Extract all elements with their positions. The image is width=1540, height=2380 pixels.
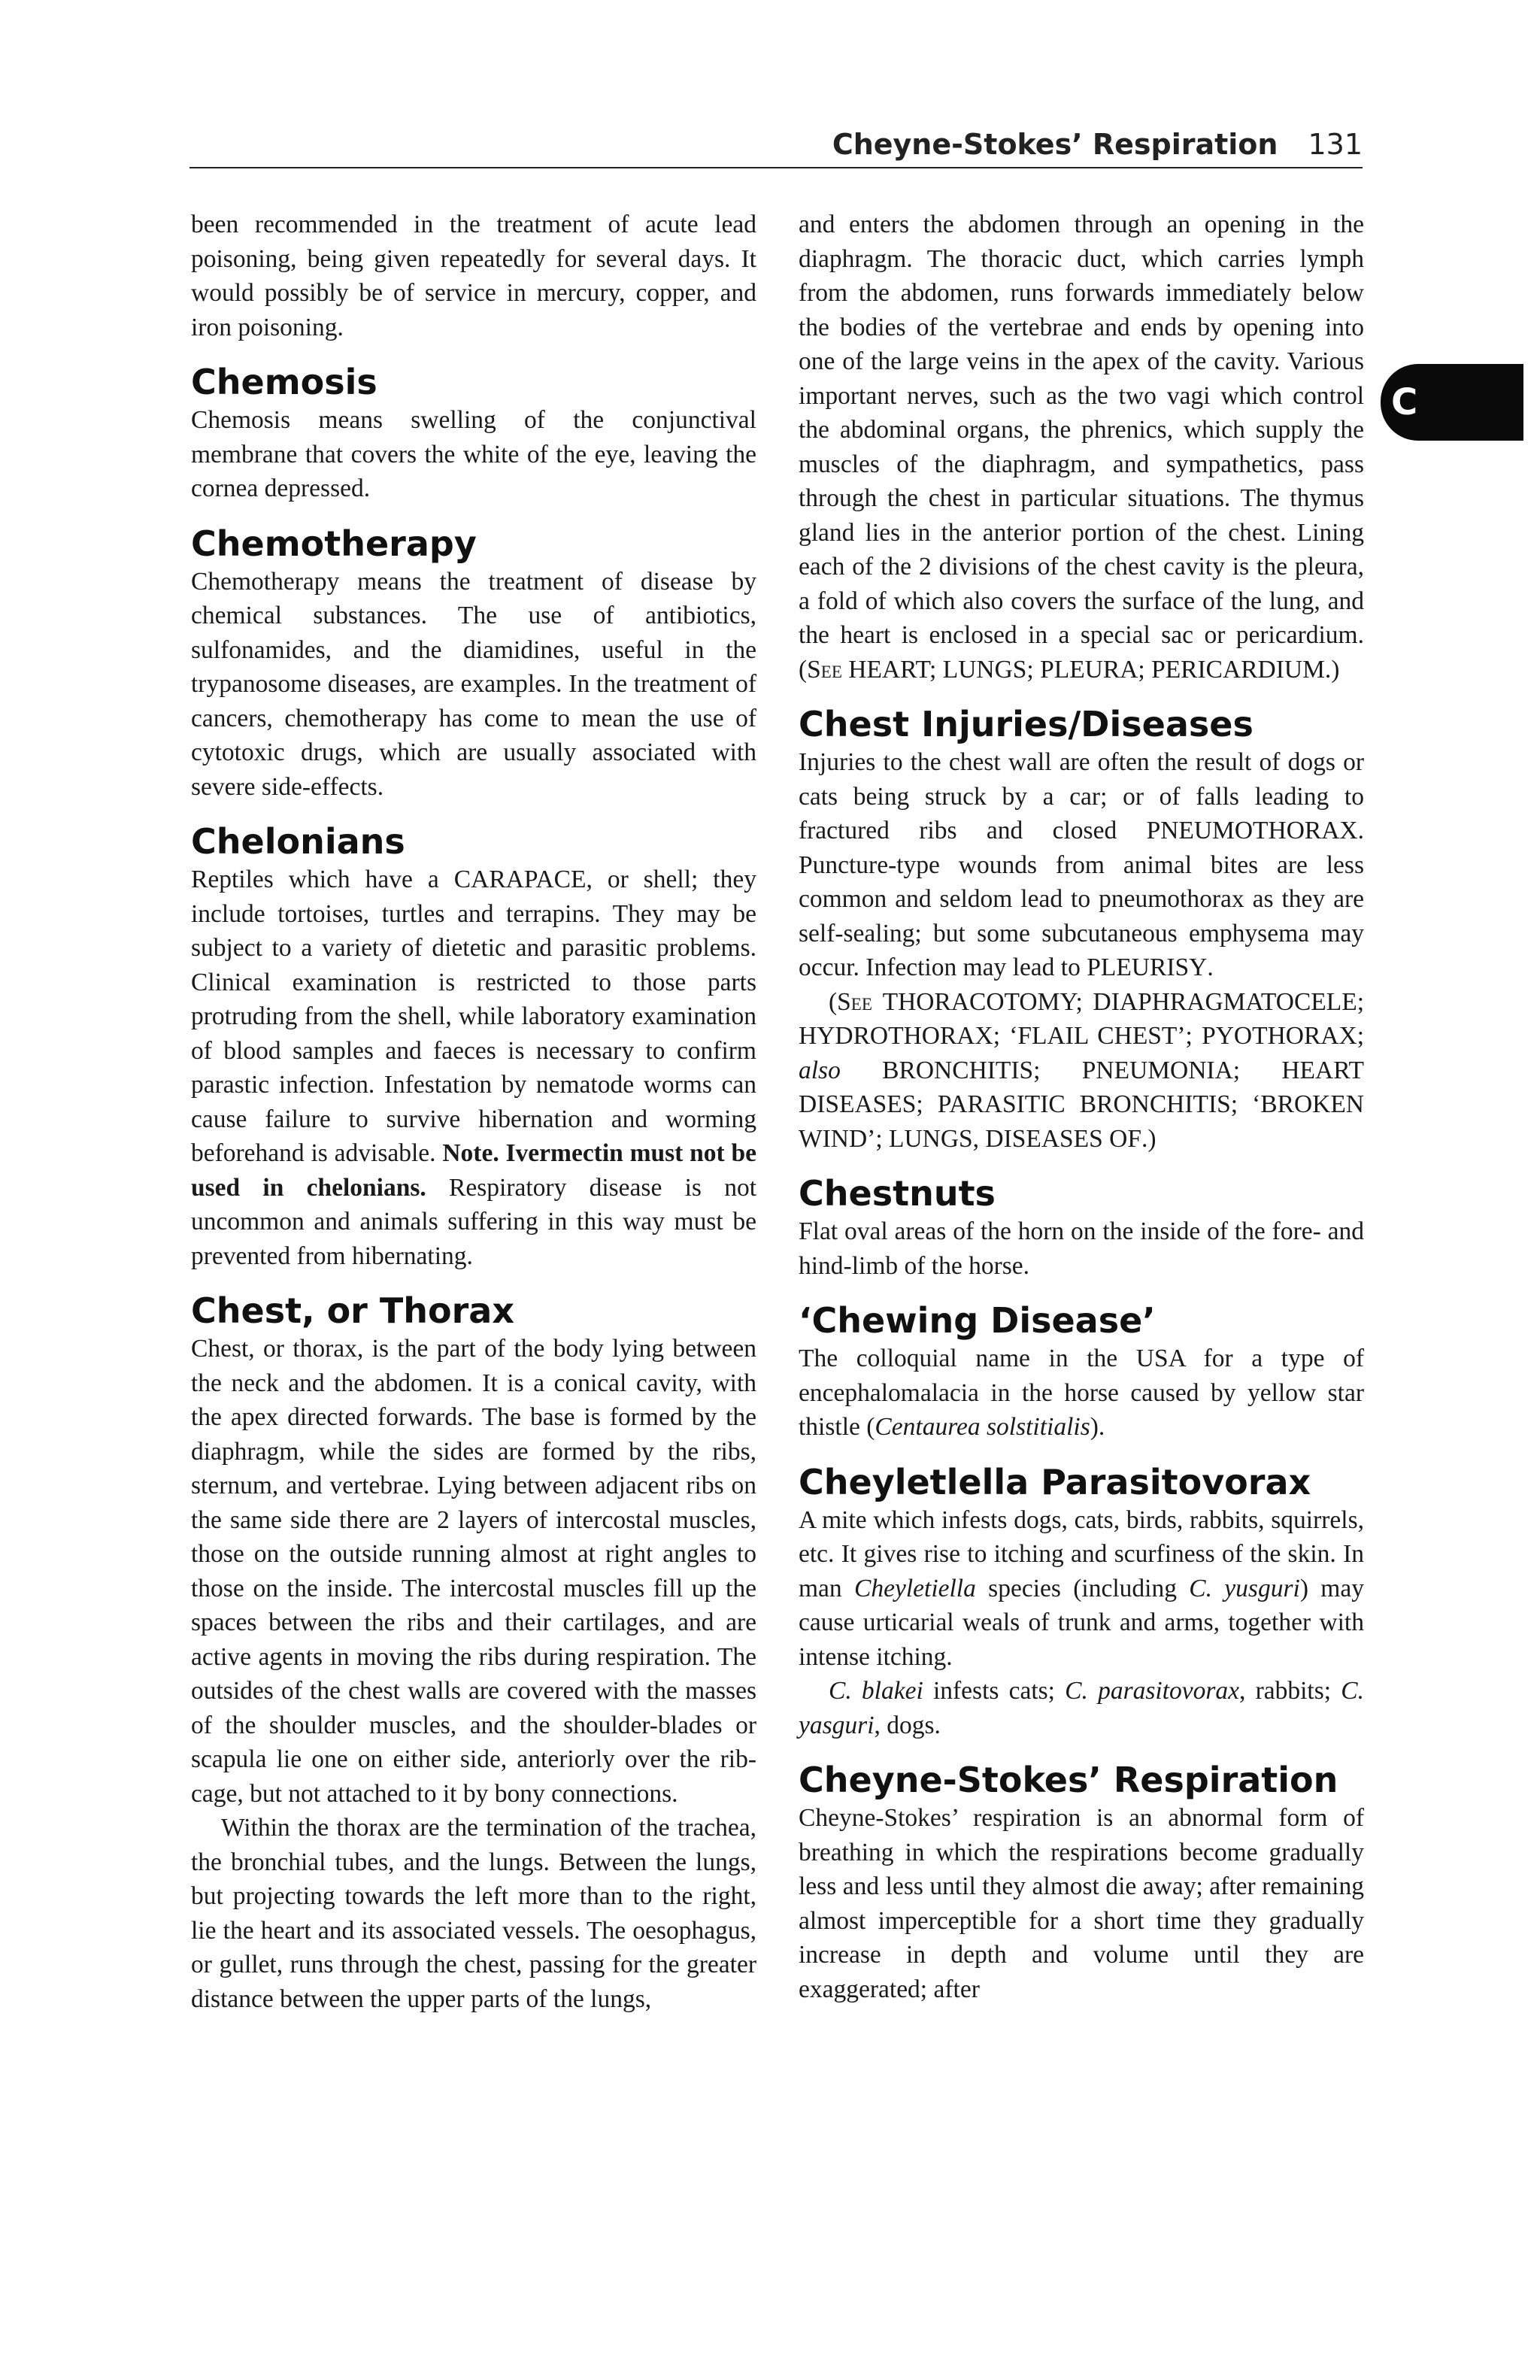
entry-title-chelonians: Chelonians <box>191 821 405 862</box>
entry-title-cheyletiella: Cheyletlella Parasitovorax <box>799 1461 1311 1502</box>
entry-title-chest-injuries: Chest Injuries/Diseases <box>799 704 1254 744</box>
entry-text-chest-continued: and enters the abdomen through an opening in the diaphragm. The thoracic duct, which carries lymph from the abdomen, runs forwards immediately below the bodies of the vertebrae and ends by opening into one of the large veins in the apex of the cavity. Various important nerves, such as the two vagi which control the abdominal organs, the phrenics, which supply the muscles of the diaphragm, and sympathetics, pass through the chest in particular situations. The thymus gland lies in the anterior portion of the chest. Lining each of the 2 divisions of the chest cavity is the pleura, a fold of which also covers the surface of the lung, and the heart is enclosed in a special sac or pericardium. (See HEART; LUNGS; PLEURA; PERICARDIUM.) <box>799 211 1364 684</box>
entry-text-chest-p2: Within the thorax are the termination of the trachea, the bronchial tubes, and the lungs. Between the lungs, but projecting towards the left more than to the right, lie the heart and its associated vessels. The oesophagus, or gullet, runs through the chest, passing for the greater distance between the upper parts of the lungs, <box>191 1814 756 2013</box>
cross-reference: HEART; LUNGS; PLEURA; PERICARDIUM <box>848 655 1325 684</box>
entry-title-chestnuts: Chestnuts <box>799 1173 996 1214</box>
cross-reference: PLEURISY <box>1087 954 1208 981</box>
right-column <box>799 208 1364 2006</box>
cross-reference: CARAPACE <box>453 866 587 893</box>
entry-title-chewing-disease: ‘Chewing Disease’ <box>799 1300 1156 1341</box>
continued-paragraph: been recommended in the treatment of acute lead poisoning, being given repeatedly for several days. It would possibly be of service in mercury, copper, and iron poisoning. <box>191 211 756 341</box>
entry-text-cheyletiella-species: C. blakei infests cats; C. parasitovorax, rabbits; C. yasguri, dogs. <box>799 1677 1365 1739</box>
cross-reference: BRONCHITIS; PNEUMONIA; HEART DISEASES; PARASITIC BRONCHITIS; ‘BROKEN WIND’; LUNGS, DISEASES OF <box>799 1056 1365 1153</box>
entry-text-cheyne-stokes: Cheyne-Stokes’ respiration is an abnormal form of breathing in which the respirations become gradually less and less until they almost die away; after remaining almost imperceptible for a short time they gradually increase in depth and volume until they are exaggerated; after <box>799 1804 1364 2003</box>
entry-title-cheyne-stokes: Cheyne-Stokes’ Respiration <box>799 1760 1338 1800</box>
running-header <box>189 123 1363 168</box>
cross-reference: PNEUMOTHORAX <box>1146 817 1358 844</box>
entry-text-chemosis: Chemosis means swelling of the conjunctival membrane that covers the white of the eye, leaving the cornea depressed. <box>191 406 756 502</box>
section-letter: C <box>1391 381 1418 423</box>
left-column <box>191 208 756 2016</box>
entry-text-chewing-disease: The colloquial name in the USA for a type of encephalomalacia in the horse caused by yellow star thistle (Centaurea solstitialis). <box>799 1345 1364 1441</box>
section-thumb-tab <box>1381 364 1523 441</box>
entry-text-chelonians: Reptiles which have a CARAPACE, or shell; they include tortoises, turtles and terrapins. They may be subject to a variety of dietetic and parasitic problems. Clinical examination is restricted to those parts protruding from the shell, while laboratory examination of blood samples and faeces is necessary to confirm parastic infection. Infestation by nematode worms can cause failure to survive hibernation and worming beforehand is advisable. Note. Ivermectin must not be used in chelonians. Respiratory disease is not uncommon and animals suffering in this way must be prevented from hibernating. <box>191 866 756 1270</box>
page-number: 131 <box>1308 128 1363 161</box>
running-title: Cheyne-Stokes’ Respiration <box>832 128 1278 161</box>
entry-text-chemotherapy: Chemotherapy means the treatment of disease by chemical substances. The use of antibiotics, sulfonamides, and the diamidines, useful in the trypanosome diseases, are examples. In the treatment of cancers, chemotherapy has come to mean the use of cytotoxic drugs, which are usually associated with severe side-effects. <box>191 567 756 801</box>
entry-text-chest-injuries: Injuries to the chest wall are often the result of dogs or cats being struck by a car; or of falls leading to fractured ribs and closed PNEUMOTHORAX. Puncture-type wounds from animal bites are less common and seldom lead to pneumothorax as they are self-sealing; but some subcutaneous emphysema may occur. Infection may lead to PLEURISY. <box>799 748 1364 981</box>
cross-reference: THORACOTOMY; DIAPHRAGMATOCELE; HYDROTHORAX; ‘FLAIL CHEST’; PYOTHORAX; <box>799 987 1364 1050</box>
species-name: Centaurea solstitialis <box>875 1413 1090 1441</box>
entry-title-chemosis: Chemosis <box>191 362 377 402</box>
entry-text-chestnuts: Flat oval areas of the horn on the inside of the fore- and hind-limb of the horse. <box>799 1217 1364 1280</box>
entry-text-chest-p1: Chest, or thorax, is the part of the body lying between the neck and the abdomen. It is a conical cavity, with the apex directed forwards. The base is formed by the diaphragm, while the sides are formed by the ribs, sternum, and vertebrae. Lying between adjacent ribs on the same side there are 2 layers of intercostal muscles, those on the outside running almost at right angles to those on the inside. The intercostal muscles fill up the spaces between the ribs and their cartilages, and are active agents in moving the ribs during respiration. The outsides of the chest walls are covered with the masses of the shoulder muscles, and the shoulder-blades or scapula lie one on either side, anteriorly over the rib-cage, but not attached to it by bony connections. <box>191 1335 756 1808</box>
entry-see-also-chest-injuries: (See THORACOTOMY; DIAPHRAGMATOCELE; HYDROTHORAX; ‘FLAIL CHEST’; PYOTHORAX; also BRONCHITIS; PNEUMONIA; HEART DISEASES; PARASITIC BRONCHITIS; ‘BROKEN WIND’; LUNGS, DISEASES OF.) <box>799 987 1365 1153</box>
entry-title-chest: Chest, or Thorax <box>191 1290 514 1331</box>
entry-title-chemotherapy: Chemotherapy <box>191 523 477 564</box>
entry-text-cheyletiella: A mite which infests dogs, cats, birds, rabbits, squirrels, etc. It gives rise to itching and scurfiness of the skin. In man Cheyletiella species (including C. yusguri) may cause urticarial weals of trunk and arms, together with intense itching. <box>799 1505 1364 1671</box>
warning-note: Note. Ivermectin must not be used in chelonians. <box>191 1139 756 1202</box>
